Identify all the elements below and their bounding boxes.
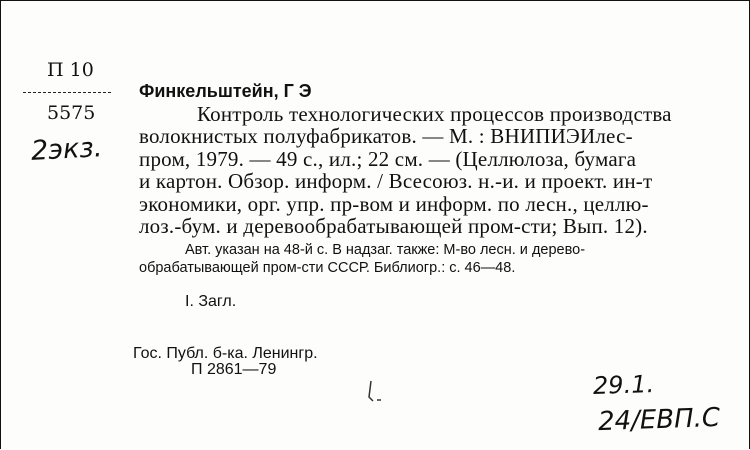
author-heading: Финкельштейн, Г Э — [139, 81, 312, 101]
note-line-2: обрабатывающей пром-сти СССР. Библиогр.: с. 46—48. — [139, 260, 516, 276]
title-line-2: волокнистых полуфабрикатов. — М. : ВНИПИЭИлес- — [139, 124, 633, 148]
note-line-1: Авт. указан на 48-й с. В надзаг. также: М-во лесн. и дерево- — [185, 242, 586, 258]
divider-rule — [23, 92, 111, 93]
library-name: Гос. Публ. б-ка. Ленингр. — [133, 345, 318, 362]
handwritten-date: 29.1. — [592, 369, 655, 401]
class-code: П 10 — [47, 59, 94, 81]
copies-handwritten: 2экз. — [30, 132, 104, 167]
library-number: П 2861—79 — [191, 361, 277, 378]
title-line-4: и картон. Обзор. информ. / Всесоюз. н.-и. и проект. ин-т — [139, 169, 653, 193]
handwritten-shelf-code: 24/ЕВП.С — [597, 402, 721, 438]
title-line-5: экономики, орг. упр. пр-вом и информ. по лесн., целлю- — [139, 192, 649, 216]
title-line-1: Контроль технологических процессов производства — [197, 102, 672, 126]
title-line-6: лоз.-бум. и деревообрабатывающей пром-сти; Вып. 12). — [139, 214, 648, 238]
title-line-3: пром, 1979. — 49 с., ил.; 22 см. — (Целлюлоза, бумага — [139, 147, 637, 171]
pencil-mark — [363, 377, 403, 405]
tracing-entry: I. Загл. — [185, 293, 237, 310]
catalog-number: 5575 — [47, 102, 96, 124]
